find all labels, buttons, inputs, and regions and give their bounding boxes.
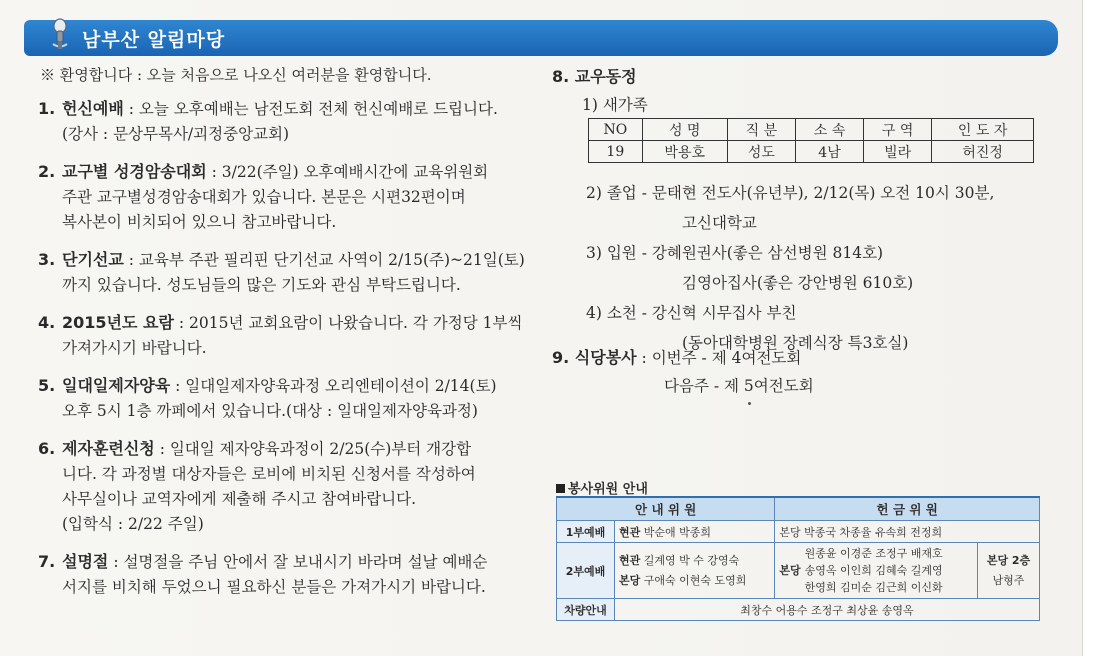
new-family-table [588, 118, 1034, 163]
place-label: 현관 [619, 525, 641, 539]
names: 원종윤 이경준 조정구 배재호 [804, 547, 943, 560]
table-row [557, 521, 1040, 543]
notice-text: (강사 : 문상무목사/괴정중앙교회) [62, 125, 290, 143]
hospital-line-2: 김영아집사(좋은 강안병원 610호) [682, 274, 914, 292]
notice-text: : 일대일 제자양육과정이 2/25(수)부터 개강합 [159, 440, 472, 458]
notice-title: 헌신예배 [62, 99, 124, 118]
table-header-cell: 인 도 자 [932, 119, 1034, 141]
notice-title: 설명절 [62, 552, 109, 571]
notice-text: 오후 5시 1층 까페에서 있습니다.(대상 : 일대일제자양육과정) [62, 402, 478, 420]
row-label: 1부예배 [557, 521, 615, 543]
notice-number: 6. [38, 439, 56, 458]
notice-title: 2015년도 요람 [62, 313, 174, 332]
header-title: 남부산 알림마당 [82, 28, 226, 51]
notice-text: : 3/22(주일) 오후예배시간에 교육위원회 [211, 163, 489, 181]
table-cell: 허진정 [932, 141, 1034, 163]
row-label: 차량안내 [557, 599, 615, 621]
notice-text: 가져가시기 바랍니다. [62, 339, 207, 357]
graduation-line: 2) 졸업 - 문태현 전도사(유년부), 2/12(목) 오전 10시 30분, [586, 184, 995, 202]
notice-title: 제자훈련신청 [62, 439, 155, 458]
notice-item-2 [38, 159, 538, 235]
notice-item-4 [38, 310, 538, 361]
section-8-title: 8. 교우동정 [552, 67, 637, 86]
notice-item-7 [38, 549, 538, 600]
notice-text: 사무실이나 교역자에게 제출해 주시고 참여바랍니다. [62, 490, 417, 508]
table-header-cell: 소 속 [795, 119, 863, 141]
table-header-cell: 구 역 [864, 119, 932, 141]
names: 구애숙 이현숙 도영희 [643, 573, 747, 587]
notice-number: 4. [38, 313, 56, 332]
page-edge [1082, 0, 1100, 656]
table-header-row [557, 497, 1040, 521]
notice-text: : 일대일제자양육과정 오리엔테이션이 2/14(토) [175, 377, 497, 395]
new-family-subtitle: 1) 새가족 [582, 96, 648, 114]
volunteer-table [556, 496, 1040, 621]
notice-number: 7. [38, 552, 56, 571]
table-cell: 성도 [727, 141, 795, 163]
notice-text: 주관 교구별성경암송대회가 있습니다. 본문은 시편32편이며 [62, 188, 466, 206]
notice-title: 단기선교 [62, 250, 124, 269]
notice-text: 까지 있습니다. 성도님들의 많은 기도와 관심 부탁드립니다. [62, 276, 461, 294]
table-cell: 최창수 어용수 조정구 최상윤 송영옥 [615, 599, 1040, 621]
names: 송영옥 이인희 김혜숙 길계영 [804, 564, 943, 577]
funeral-line: 4) 소천 - 강신혁 시무집사 부친 [586, 304, 797, 322]
table-cell: 19 [589, 141, 643, 163]
section-9 [552, 344, 814, 400]
notice-text: 서지를 비치해 두었으니 필요하신 분들은 가져가시기 바랍니다. [62, 578, 486, 596]
table-row [557, 599, 1040, 621]
notice-item-5 [38, 373, 538, 424]
notice-number: 1. [38, 99, 56, 118]
notice-text: : 설명절을 주님 안에서 잘 보내시기 바라며 설날 예배순 [113, 553, 488, 571]
volunteer-title-text: 봉사위원 안내 [568, 482, 648, 497]
section-9-line-1: : 이번주 - 제 4여전도회 [641, 349, 802, 367]
table-cell [615, 521, 775, 543]
names: 남형주 [992, 573, 1025, 587]
notice-text: : 교육부 주관 필리핀 단기선교 사역이 2/15(주)~21일(토) [128, 251, 525, 269]
table-cell: 본당 박종국 차종율 유속희 전정희 [775, 521, 1040, 543]
notice-text: : 오늘 오후예배는 남전도회 전체 헌신예배로 드립니다. [128, 100, 498, 118]
announcements-right [552, 64, 1052, 395]
funeral-line-2: (동아대학병원 장례식장 특3호실) [682, 334, 909, 352]
notice-text: : 2015년 교회요람이 나왔습니다. 각 가정당 1부씩 [178, 314, 523, 332]
notice-number: 2. [38, 162, 56, 181]
notice-number: 5. [38, 376, 56, 395]
table-cell: 빌라 [864, 141, 932, 163]
notice-item-1 [38, 96, 538, 147]
notice-item-3 [38, 247, 538, 298]
table-header-cell: 성 명 [642, 119, 727, 141]
table-row [589, 141, 1034, 163]
graduation-line-2: 고신대학교 [682, 214, 757, 232]
row-label: 2부예배 [557, 543, 615, 599]
dot-mark [748, 402, 751, 405]
names: 한영희 김미순 김근희 이신화 [804, 581, 943, 594]
place-label: 본당 2층 [986, 553, 1031, 567]
notice-title: 일대일제자양육 [62, 376, 171, 395]
welcome-text: ※ 환영합니다 : 오늘 처음으로 나오신 여러분을 환영합니다. [40, 66, 432, 84]
table-header-cell: NO [589, 119, 643, 141]
notice-text: 복사본이 비치되어 있으니 참고바랍니다. [62, 213, 337, 231]
notice-item-6 [38, 436, 538, 537]
names: 박순애 박종희 [643, 525, 712, 539]
table-header-row [589, 119, 1034, 141]
place-label: 본당 [779, 564, 801, 577]
notice-text: 니다. 각 과정별 대상자들은 로비에 비치된 신청서를 작성하여 [62, 465, 476, 483]
header-bar [24, 20, 1058, 56]
square-bullet-icon [556, 484, 565, 493]
offering-header: 헌 금 위 원 [775, 497, 1040, 521]
member-news-list [586, 178, 1056, 358]
hospital-line: 3) 입원 - 강혜원권사(좋은 삼선병원 814호) [586, 244, 884, 262]
guide-header: 안 내 위 원 [557, 497, 775, 521]
announcements-left [38, 66, 538, 600]
table-header-cell: 직 분 [727, 119, 795, 141]
names: 길계영 박 수 강영숙 [643, 553, 740, 567]
place-label: 본당 [619, 573, 641, 587]
microphone-icon [46, 18, 72, 52]
table-cell [775, 543, 978, 599]
notice-text: (입학식 : 2/22 주일) [62, 515, 204, 533]
table-cell: 4남 [795, 141, 863, 163]
place-label: 현관 [619, 553, 641, 567]
table-cell [978, 543, 1040, 599]
section-9-title: 9. 식당봉사 [552, 348, 637, 367]
volunteer-title [556, 478, 648, 497]
table-cell [615, 543, 775, 599]
notice-title: 교구별 성경암송대회 [62, 162, 207, 181]
notice-number: 3. [38, 250, 56, 269]
section-9-line-2: 다음주 - 제 5여전도회 [664, 377, 814, 395]
table-cell: 박용호 [642, 141, 727, 163]
table-row [557, 543, 1040, 599]
